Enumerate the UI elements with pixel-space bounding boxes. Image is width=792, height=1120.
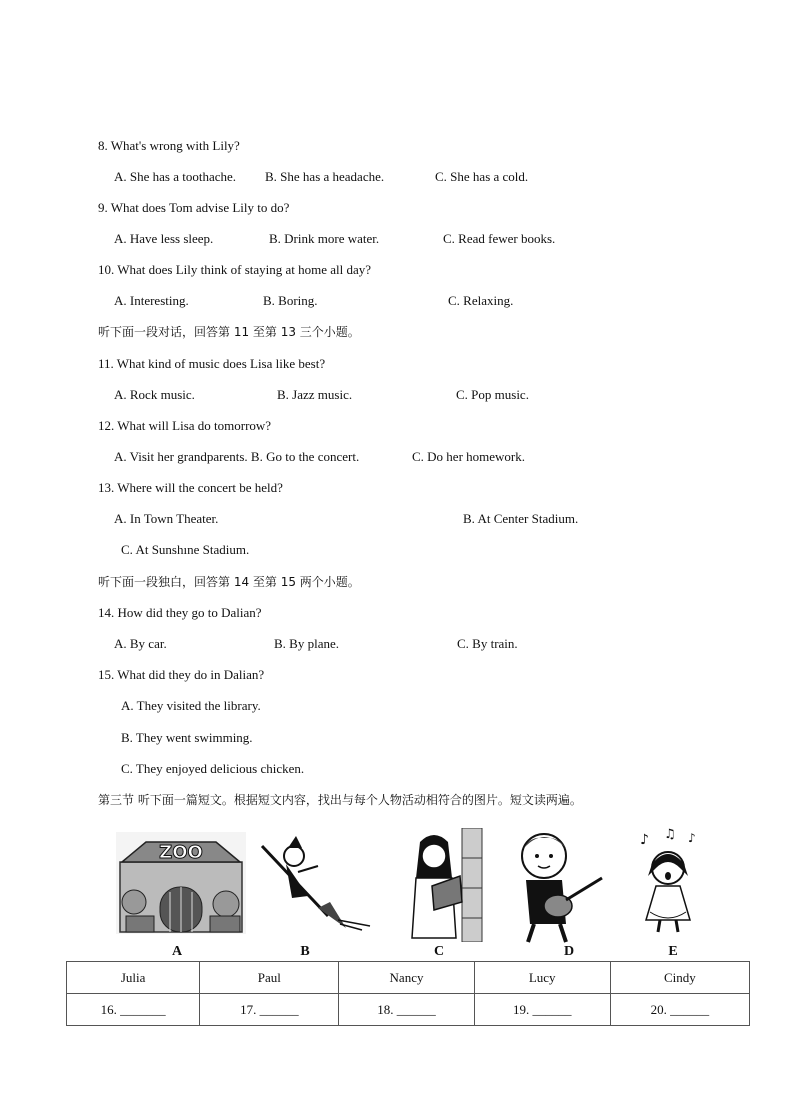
girl-reading-icon <box>398 828 484 942</box>
question-12: 12. What will Lisa do tomorrow? <box>98 418 272 433</box>
name-cindy: Cindy <box>610 962 749 994</box>
girl-singing-icon <box>636 826 706 934</box>
option-12ab: A. Visit her grandparents. B. Go to the concert. <box>114 449 360 464</box>
option-13b: B. At Center Stadium. <box>463 511 579 526</box>
option-14c: C. By train. <box>457 636 518 651</box>
option-15c: C. They enjoyed delicious chicken. <box>121 761 305 776</box>
option-8c: C. She has a cold. <box>435 169 529 184</box>
table-row <box>67 994 750 1026</box>
answer-blank-19[interactable]: 19. ______ <box>474 994 610 1026</box>
question-10: 10. What does Lily think of staying at home all day? <box>98 262 372 277</box>
option-9a: A. Have less sleep. <box>114 231 214 246</box>
answer-blank-17[interactable]: 17. ______ <box>200 994 339 1026</box>
picture-label-e: E <box>668 944 678 959</box>
question-9: 9. What does Tom advise Lily to do? <box>98 200 290 215</box>
svg-text:♪: ♪ <box>688 831 696 845</box>
option-11a: A. Rock music. <box>114 387 195 402</box>
option-13a: A. In Town Theater. <box>114 511 219 526</box>
option-11b: B. Jazz music. <box>277 387 353 402</box>
option-15b: B. They went swimming. <box>121 730 253 745</box>
zoo-sign-text: ZOO <box>159 842 203 863</box>
svg-text:♫: ♫ <box>664 827 676 842</box>
picture-label-c: C <box>433 944 445 959</box>
option-10b: B. Boring. <box>263 293 318 308</box>
option-14a: A. By car. <box>114 636 167 651</box>
option-10a: A. Interesting. <box>114 293 189 308</box>
name-nancy: Nancy <box>339 962 474 994</box>
picture-label-a: A <box>171 944 183 959</box>
zoo-gate-icon <box>116 832 246 934</box>
answer-blank-20[interactable]: 20. ______ <box>610 994 749 1026</box>
option-12c: C. Do her homework. <box>412 449 526 464</box>
option-11c: C. Pop music. <box>456 387 529 402</box>
option-10c: C. Relaxing. <box>448 293 514 308</box>
question-13: 13. Where will the concert be held? <box>98 480 283 495</box>
name-lucy: Lucy <box>474 962 610 994</box>
question-8: 8. What's wrong with Lily? <box>98 138 240 153</box>
instruction-dialog: 听下面一段对话，回答第 11 至第 13 三个小题。 <box>98 325 360 339</box>
option-9c: C. Read fewer books. <box>443 231 556 246</box>
boy-playing-guitar-icon <box>514 828 606 944</box>
name-paul: Paul <box>200 962 339 994</box>
option-9b: B. Drink more water. <box>269 231 380 246</box>
svg-text:♪: ♪ <box>640 832 649 848</box>
option-8b: B. She has a headache. <box>265 169 385 184</box>
option-13c: C. At Sunshıne Stadium. <box>121 542 250 557</box>
option-8a: A. She has a toothache. <box>114 169 237 184</box>
answer-blank-18[interactable]: 18. ______ <box>339 994 474 1026</box>
table-row <box>67 962 750 994</box>
question-11: 11. What kind of music does Lisa like best? <box>98 356 326 371</box>
witch-on-broom-icon <box>258 836 376 932</box>
instruction-monologue: 听下面一段独白，回答第 14 至第 15 两个小题。 <box>98 575 360 589</box>
matching-table <box>66 961 750 1026</box>
question-15: 15. What did they do in Dalian? <box>98 667 265 682</box>
option-14b: B. By plane. <box>274 636 339 651</box>
option-15a: A. They visited the library. <box>121 698 261 713</box>
picture-label-b: B <box>300 944 310 959</box>
question-14: 14. How did they go to Dalian? <box>98 605 262 620</box>
name-julia: Julia <box>67 962 200 994</box>
section3-instruction: 第三节 听下面一篇短文。根据短文内容，找出与每个人物活动相符合的图片。短文读两遍。 <box>98 793 582 807</box>
picture-label-d: D <box>563 944 575 959</box>
answer-blank-16[interactable]: 16. _______ <box>67 994 200 1026</box>
